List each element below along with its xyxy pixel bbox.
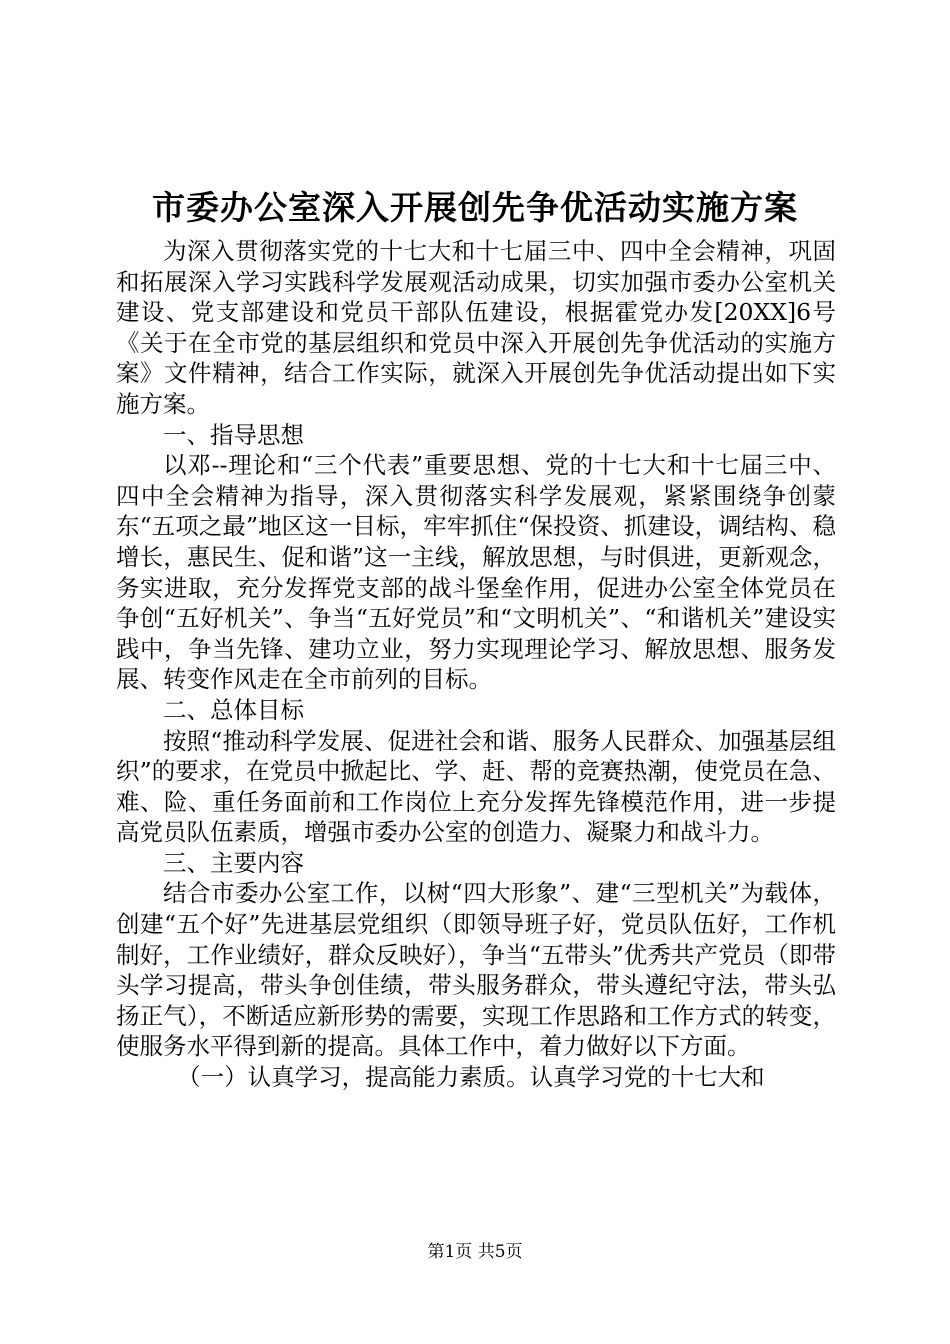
section-paragraph-guiding-ideology: 以邓--理论和“三个代表”重要思想、党的十七大和十七届三中、四中全会精神为指导，深入贯彻落实科学发展观，紧紧围绕争创蒙东“五项之最”地区这一目标，牢牢抓住“保投资、抓建设，调结构、稳增长，惠民生、促和谐”这一主线，解放思想，与时俱进，更新观念，务实进取，充分发挥党支部的战斗堡垒作用，促进办公室全体党员在争创“五好机关”、争当“五好党员”和“文明机关”、“和谐机关”建设实践中，争当先锋、建功立业，努力实现理论学习、解放思想、服务发展、转变作风走在全市前列的目标。	[116, 451, 836, 694]
section-heading-main-content: 三、主要内容	[163, 848, 304, 877]
section-heading-overall-goal: 二、总体目标	[163, 695, 304, 724]
section-heading-guiding-ideology: 一、指导思想	[163, 420, 304, 449]
page-footer: 第1页 共5页	[427, 1242, 523, 1262]
document-body	[116, 236, 836, 1093]
page-title: 市委办公室深入开展创先争优活动实施方案	[152, 188, 798, 227]
section-paragraph-main-content: 结合市委办公室工作，以树“四大形象”、建“三型机关”为载体，创建“五个好”先进基层党组织（即领导班子好，党员队伍好，工作机制好，工作业绩好，群众反映好），争当“五带头”优秀共产党员（即带头学习提高，带头争创佳绩，带头服务群众，带头遵纪守法，带头弘扬正气），不断适应新形势的需要，实现工作思路和工作方式的转变，使服务水平得到新的提高。具体工作中，着力做好以下方面。	[116, 879, 836, 1061]
subsection-paragraph: （一）认真学习，提高能力素质。认真学习党的十七大和	[177, 1063, 765, 1092]
section-paragraph-overall-goal: 按照“推动科学发展、促进社会和谐、服务人民群众、加强基层组织”的要求，在党员中掀起比、学、赶、帮的竞赛热潮，使党员在急、难、险、重任务面前和工作岗位上充分发挥先锋模范作用，进一步提高党员队伍素质，增强市委办公室的创造力、凝聚力和战斗力。	[116, 726, 836, 847]
intro-paragraph: 为深入贯彻落实党的十七大和十七届三中、四中全会精神，巩固和拓展深入学习实践科学发展观活动成果，切实加强市委办公室机关建设、党支部建设和党员干部队伍建设，根据霍党办发[20XX]6号《关于在全市党的基层组织和党员中深入开展创先争优活动的实施方案》文件精神，结合工作实际，就深入开展创先争优活动提出如下实施方案。	[116, 237, 836, 418]
